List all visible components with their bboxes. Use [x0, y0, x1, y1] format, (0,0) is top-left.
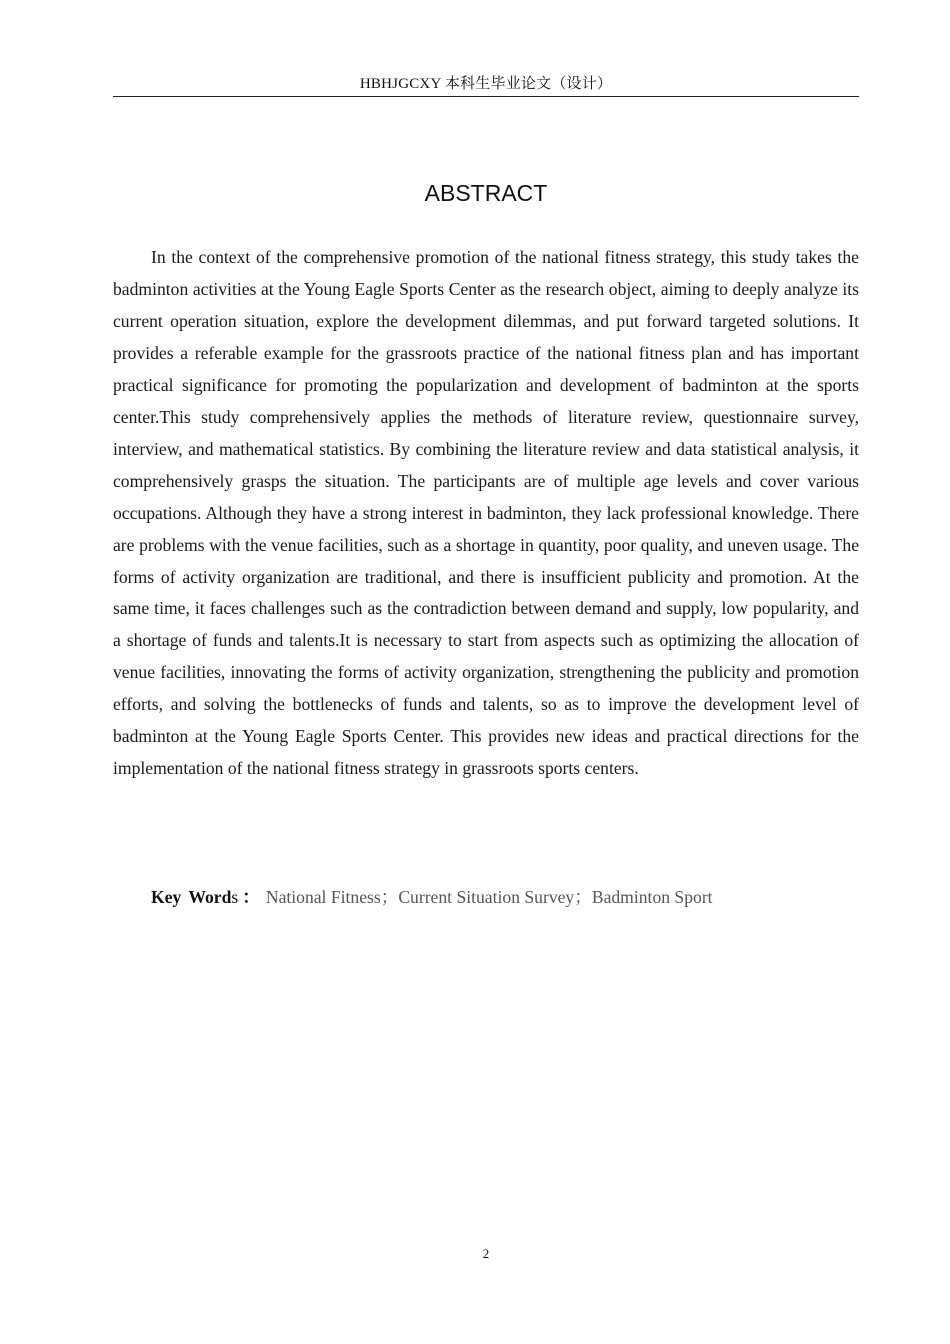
- keyword-item: Current Situation Survey: [398, 887, 575, 907]
- keywords-label-bold: Key Word: [151, 887, 232, 907]
- keyword-separator: ；: [574, 887, 592, 907]
- abstract-body: In the context of the comprehensive promotion of the national fitness strategy, this study takes the badminton activities at the Young Eagle Sports Center as the research object, aiming to deeply analyze its current operation situation, explore the development dilemmas, and put forward targeted solutions. It provides a referable example for the grassroots practice of the national fitness plan and has important practical significance for promoting the popularization and development of badminton at the sports center.This study comprehensively applies the methods of literature review, questionnaire survey, interview, and mathematical statistics. By combining the literature review and data statistical analysis, it comprehensively grasps the situation. The participants are of multiple age levels and cover various occupations. Although they have a strong interest in badminton, they lack professional knowledge. There are problems with the venue facilities, such as a shortage in quantity, poor quality, and uneven usage. The forms of activity organization are traditional, and there is insufficient publicity and promotion. At the same time, it faces challenges such as the contradiction between demand and supply, low popularity, and a shortage of funds and talents.It is necessary to start from aspects such as optimizing the allocation of venue facilities, innovating the forms of activity organization, strengthening the publicity and promotion efforts, and solving the bottlenecks of funds and talents, so as to improve the development level of badminton at the Young Eagle Sports Center. This provides new ideas and practical directions for the implementation of the national fitness strategy in grassroots sports centers.: [113, 247, 859, 779]
- keyword-item: Badminton Sport: [591, 887, 713, 907]
- keywords-label: [151, 887, 238, 907]
- running-header: HBHJGCXY 本科生毕业论文（设计）: [359, 76, 613, 92]
- keywords-label-suffix: s: [231, 887, 239, 907]
- keyword-item: National Fitness: [265, 887, 381, 907]
- abstract-title: ABSTRACT: [424, 180, 548, 206]
- keyword-separator: ；: [380, 887, 399, 907]
- page-number: 2: [482, 1246, 490, 1261]
- header-divider: [113, 96, 859, 97]
- keywords-line: [151, 881, 859, 913]
- keywords-colon: ：: [242, 887, 260, 907]
